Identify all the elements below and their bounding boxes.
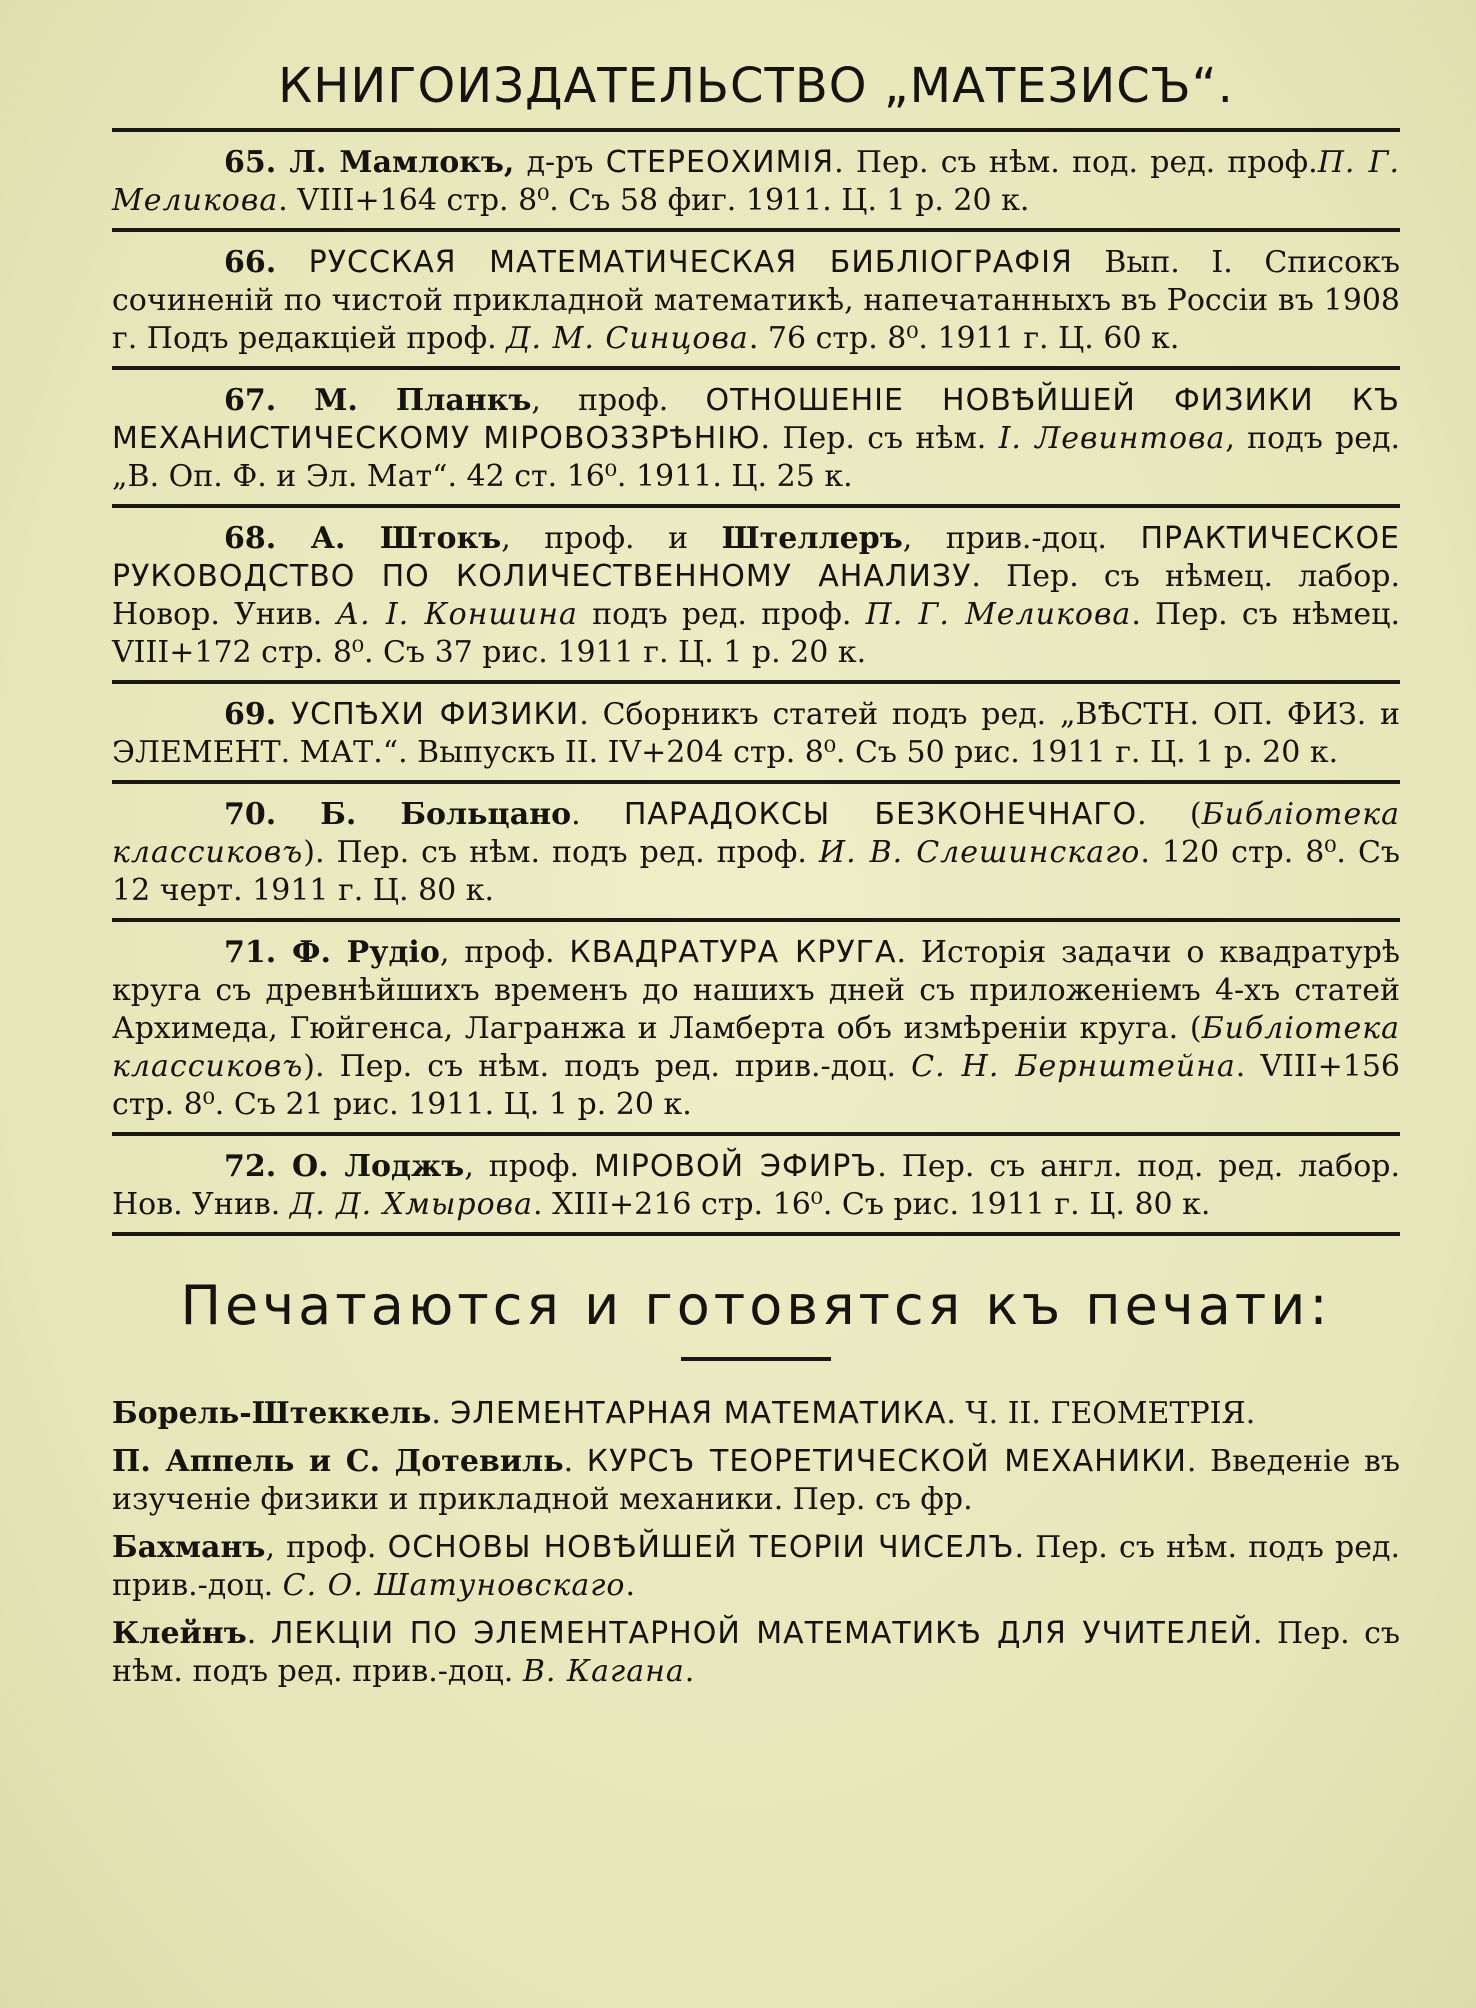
entry-text-fragment: ). Пер. съ нѣм. подъ ред. проф. [303,835,819,870]
entry-editor: П. Г. Меликова [112,145,1400,218]
entry-author: О. Лоджъ [292,1149,465,1184]
forthcoming-text-fragment: . [246,1616,271,1651]
forthcoming-author: Борель-Штеккель [112,1396,432,1431]
forthcoming-title: Печатаются и готовятся къ печати: [180,1274,1332,1337]
entry-text-fragment: . [571,797,624,832]
forthcoming-item [112,1615,1400,1701]
entry-text [112,796,1400,910]
entry-number: 69. [224,697,291,732]
entry-title: РУССКАЯ МАТЕМАТИЧЕСКАЯ БИБЛІОГРАФІЯ [308,245,1073,280]
entry-number: 68. [224,521,311,556]
entry-text-fragment: . Исторія задачи о квадратурѣ круга съ древнѣйшихъ временъ до нашихъ дней съ приложеніемъ 4-хъ статей Архимеда, Гюйгенса, Лагранжа и Ламберта объ измѣреніи круга. ( [112,935,1400,1046]
entry-text-fragment: подъ ред. проф. [577,597,866,632]
entry-text-fragment: , проф. [439,935,570,970]
catalog-entries [112,132,1400,1236]
entry-text-fragment: , подъ ред. „В. Оп. Ф. и Эл. Мат“. 42 ст. 16⁰. 1911. Ц. 25 к. [112,421,1401,494]
entry-number: 65. [224,145,290,180]
entry-number: 66. [224,245,309,280]
forthcoming-text-fragment: , проф. [265,1530,388,1565]
catalog-entry [112,1136,1400,1232]
entry-text-fragment: д-ръ [514,145,606,180]
entry-editor: І. Левинтова [998,421,1226,456]
entry-divider [112,1232,1400,1236]
forthcoming-title: ЛЕКЦІИ ПО ЭЛЕМЕНТАРНОЙ МАТЕМАТИКѢ ДЛЯ УЧИТЕЛЕЙ [270,1616,1253,1651]
forthcoming-rule [681,1357,831,1361]
catalog-entry [112,232,1400,366]
forthcoming-text [112,1443,1400,1519]
entry-text-fragment: . VIII+156 стр. 8⁰. Съ 21 рис. 1911. Ц. 1 р. 20 к. [112,1049,1400,1122]
entry-author: Ф. Рудіо [291,935,440,970]
forthcoming-text-fragment: . Пер. съ нѣм. подъ ред. прив.-доц. [112,1616,1401,1689]
entry-text-fragment: , проф. [531,383,706,418]
entry-text-fragment: ). Пер. съ нѣм. подъ ред. прив.-доц. [303,1049,912,1084]
entry-editor: Д. М. Синцова [506,321,749,356]
catalog-entry [112,922,1400,1132]
entry-author: М. Планкъ [314,383,532,418]
entry-text-fragment: . Пер. съ нѣмец. лабор. Новор. Унив. [112,559,1400,632]
forthcoming-text-fragment: . Введеніе въ изученіе физики и прикладной механики. Пер. съ фр. [112,1444,1400,1517]
forthcoming-title: ЭЛЕМЕНТАРНАЯ МАТЕМАТИКА [450,1396,947,1431]
entry-text [112,244,1400,358]
publisher-header: КНИГОИЗДАТЕЛЬСТВО „МАТЕЗИСЪ“. [278,58,1234,114]
entry-editor: С. Н. Бернштейна [911,1049,1236,1084]
forthcoming-editor: С. О. Шатуновскаго [282,1568,626,1603]
catalog-entry [112,784,1400,918]
entry-text-fragment: . Сборникъ статей подъ ред. „ВѢСТН. ОП. ФИЗ. и ЭЛЕМЕНТ. МАТ.“. Выпускъ II. IV+204 стр. 8⁰. Съ 50 рис. 1911 г. Ц. 1 р. 20 к. [112,697,1401,770]
entry-title: УСПѢХИ ФИЗИКИ [290,697,580,732]
entry-text [112,1148,1400,1224]
entry-text-fragment: , проф. и [501,521,722,556]
entry-editor: Д. Д. Хмырова [289,1187,534,1222]
entry-title: МІРОВОЙ ЭФИРЪ [594,1149,878,1184]
entry-author: Б. Больцано [320,797,572,832]
entry-text-fragment: Вып. I. Списокъ сочиненій по чистой прикладной математикѣ, напечатанныхъ въ Россіи въ 1908 г. Подъ редакціей проф. [112,245,1400,356]
forthcoming-item [112,1395,1400,1443]
forthcoming-item [112,1529,1400,1615]
entry-text [112,382,1400,496]
forthcoming-item [112,1443,1400,1529]
entry-title: ОТНОШЕНІЕ НОВѢЙШЕЙ ФИЗИКИ КЪ МЕХАНИСТИЧЕСКОМУ МІРОВОЗЗРѢНІЮ [112,383,1401,456]
forthcoming-text [112,1395,1400,1433]
entry-author: А. Штокъ [310,521,502,556]
entry-text [112,520,1400,672]
entry-number: 70. [224,797,321,832]
entry-text-fragment: . Пер. съ англ. под. ред. лабор. Нов. Унив. [112,1149,1401,1222]
entry-series: Библіотека классиковъ [112,1011,1400,1084]
forthcoming-text [112,1529,1400,1605]
catalog-entry [112,370,1400,504]
entry-text-fragment: . Пер. съ нѣм. [760,421,999,456]
entry-title: КВАДРАТУРА КРУГА [569,935,897,970]
forthcoming-editor: В. Кагана [522,1654,685,1689]
entry-text-fragment: , прив.-доц. [902,521,1141,556]
entry-text-fragment: . XIII+216 стр. 16⁰. Съ рис. 1911 г. Ц. 80 к. [533,1187,1211,1222]
forthcoming-text-fragment: . Пер. съ нѣм. подъ ред. прив.-доц. [112,1530,1400,1603]
forthcoming-author: Клейнъ [112,1616,247,1651]
entry-text-fragment: , проф. [464,1149,594,1184]
forthcoming-list [112,1395,1400,1701]
forthcoming-author: Бахманъ [112,1530,266,1565]
forthcoming-text-fragment: . Ч. II. ГЕОМЕТРІЯ. [946,1396,1256,1431]
entry-text-fragment: . Пер. съ нѣмец. VIII+172 стр. 8⁰. Съ 37 рис. 1911 г. Ц. 1 р. 20 к. [112,597,1401,670]
entry-text [112,144,1400,220]
entry-title: СТЕРЕОХИМІЯ [605,145,835,180]
entry-number: 67. [224,383,315,418]
entry-text [112,934,1400,1124]
forthcoming-text-fragment: . [625,1568,635,1603]
entry-title: ПАРАДОКСЫ БЕЗКОНЕЧНАГО [623,797,1138,832]
entry-number: 72. [224,1149,293,1184]
forthcoming-text-fragment: . [684,1654,695,1689]
forthcoming-title: КУРСЪ ТЕОРЕТИЧЕСКОЙ МЕХАНИКИ [586,1444,1187,1479]
entry-title: ПРАКТИЧЕСКОЕ РУКОВОДСТВО ПО КОЛИЧЕСТВЕННОМУ АНАЛИЗУ [112,521,1401,594]
entry-text-fragment: . 120 стр. 8⁰. Съ 12 черт. 1911 г. Ц. 80 к. [112,835,1400,908]
catalog-entry [112,132,1400,228]
entry-series: Библіотека классиковъ [112,797,1400,870]
entry-editor: П. Г. Меликова [865,597,1132,632]
entry-author: Л. Мамлокъ, [289,145,515,180]
entry-text-fragment: . Пер. съ нѣм. под. ред. проф. [834,145,1318,180]
forthcoming-text-fragment: . [563,1444,587,1479]
entry-text-fragment: . ( [1137,797,1202,832]
forthcoming-title: ОСНОВЫ НОВѢЙШЕЙ ТЕОРІИ ЧИСЕЛЪ [387,1530,1015,1565]
forthcoming-author: П. Аппель и С. Дотевиль [112,1444,564,1479]
catalog-entry [112,508,1400,680]
entry-editor: А. І. Коншина [336,597,578,632]
entry-text [112,696,1400,772]
forthcoming-text [112,1615,1400,1691]
entry-author: Штеллеръ [721,521,903,556]
entry-text-fragment: . 76 стр. 8⁰. 1911 г. Ц. 60 к. [748,321,1180,356]
entry-editor: И. В. Слешинскаго [818,835,1141,870]
catalog-entry [112,684,1400,780]
entry-number: 71. [224,935,292,970]
entry-text-fragment: . VIII+164 стр. 8⁰. Съ 58 фиг. 1911. Ц. 1 р. 20 к. [278,183,1030,218]
forthcoming-text-fragment: . [431,1396,451,1431]
